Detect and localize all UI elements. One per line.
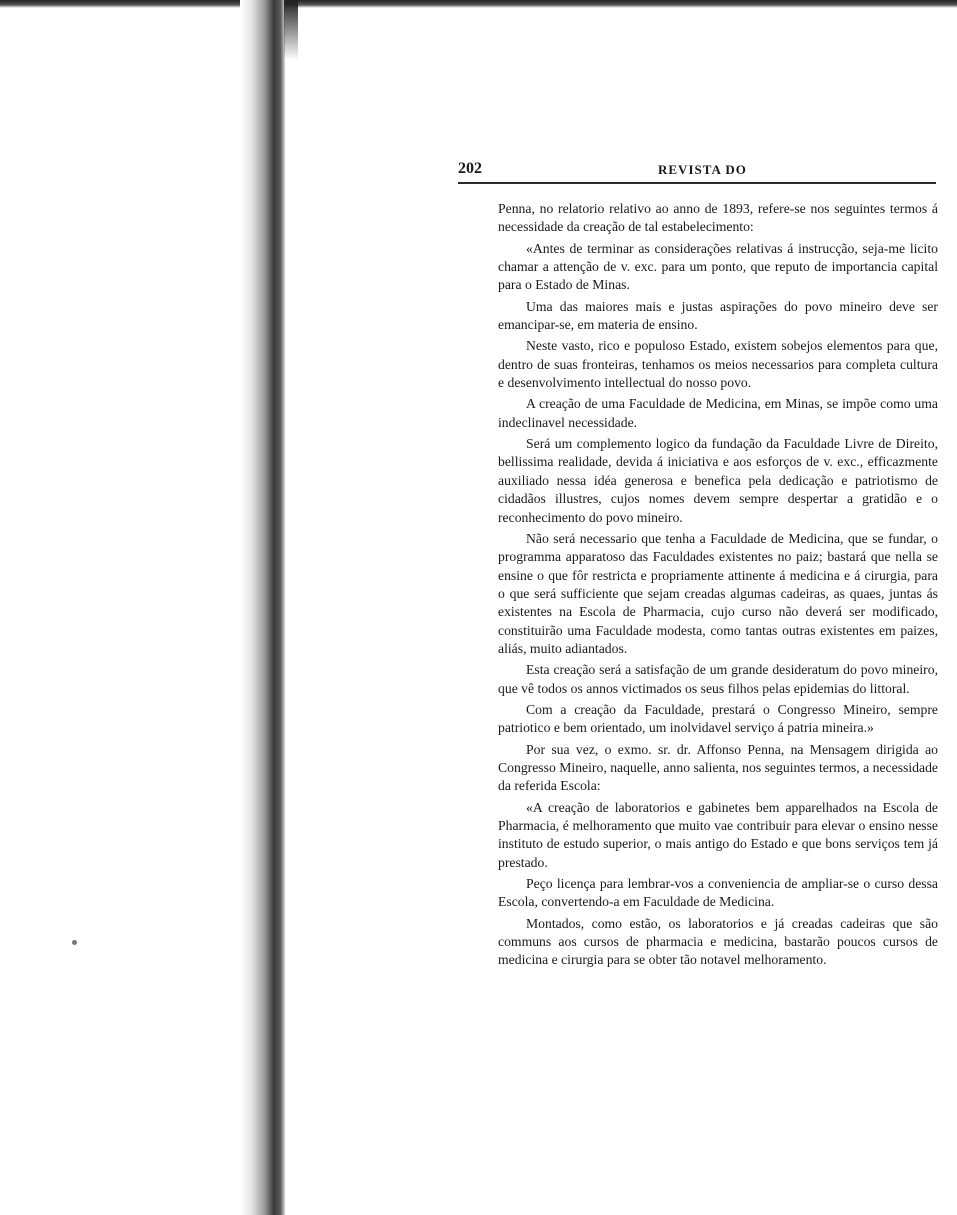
paragraph: Não será necessario que tenha a Faculdade de Medicina, que se fundar, o programma apparatoso das Faculdades existentes no paiz; bastará que nella se ensine o que fôr restricta e propriamente attinente á medicina e á cirurgia, para o que será sufficiente que sejam creadas algumas cadeiras, as quaes, juntas ás existentes na Escola de Pharmacia, cujo curso não deverá ser modificado, constituirão uma Faculdade modesta, como tantas outras existentes em paizes, aliás, muito adiantados. [498, 530, 938, 656]
page-number: 202 [458, 160, 482, 177]
paragraph: A creação de uma Faculdade de Medicina, em Minas, se impõe como uma indeclinavel necessidade. [498, 396, 938, 430]
paragraph: Peço licença para lembrar-vos a conveniencia de ampliar-se o curso dessa Escola, convertendo-a em Faculdade de Medicina. [498, 876, 938, 910]
scan-speck [72, 940, 77, 945]
body-text [498, 200, 938, 973]
page-header [458, 160, 936, 184]
paragraph: Esta creação será a satisfação de um grande desideratum do povo mineiro, que vê todos os annos victimados os seus filhos pelas epidemias do littoral. [498, 662, 938, 696]
paragraph: Montados, como estão, os laboratorios e já creadas cadeiras que são communs aos cursos de pharmacia e medicina, bastarão poucos cursos de medicina e cirurgia para se obter tão notavel melhoramento. [498, 915, 938, 968]
paragraph: Uma das maiores mais e justas aspirações do povo mineiro deve ser emancipar-se, em materia de ensino. [498, 298, 938, 333]
scan-top-shadow [0, 0, 957, 8]
paragraph: Penna, no relatorio relativo ao anno de 1893, refere-se nos seguintes termos á necessidade da creação de tal estabelecimento: [498, 201, 938, 235]
book-spine-shadow [284, 0, 298, 60]
paragraph: Neste vasto, rico e populoso Estado, existem sobejos elementos para que, dentro de suas fronteiras, tenhamos os meios necessarios para completa cultura e desenvolvimento intellectual do nosso povo. [498, 338, 938, 391]
paragraph: «A creação de laboratorios e gabinetes bem apparelhados na Escola de Pharmacia, é melhoramento que muito vae contribuir para elevar o ensino nesse instituto de estudo superior, o mais antigo do Estado e que bons serviços tem já prestado. [498, 799, 938, 870]
paragraph: Será um complemento logico da fundação da Faculdade Livre de Direito, bellissima realidade, devida á iniciativa e aos esforços de v. exc., efficazmente auxiliado nessa idéa generosa e benefica pela dedicação e patriotismo de cidadãos illustres, cujos nomes devem sempre despertar a gratidão e o reconhecimento do povo mineiro. [498, 436, 938, 525]
running-title: REVISTA DO [658, 162, 747, 177]
paragraph: Por sua vez, o exmo. sr. dr. Affonso Penna, na Mensagem dirigida ao Congresso Mineiro, naquelle, anno salienta, nos seguintes termos, a necessidade da referida Escola: [498, 741, 938, 794]
book-spine-gutter [240, 0, 285, 1215]
paragraph: «Antes de terminar as considerações relativas á instrucção, seja-me licito chamar a attenção de v. exc. para um ponto, que reputo de importancia capital para o Estado de Minas. [498, 240, 938, 293]
paragraph: Com a creação da Faculdade, prestará o Congresso Mineiro, sempre patriotico e bem orientado, um inolvidavel serviço á patria mineira.» [498, 701, 938, 736]
